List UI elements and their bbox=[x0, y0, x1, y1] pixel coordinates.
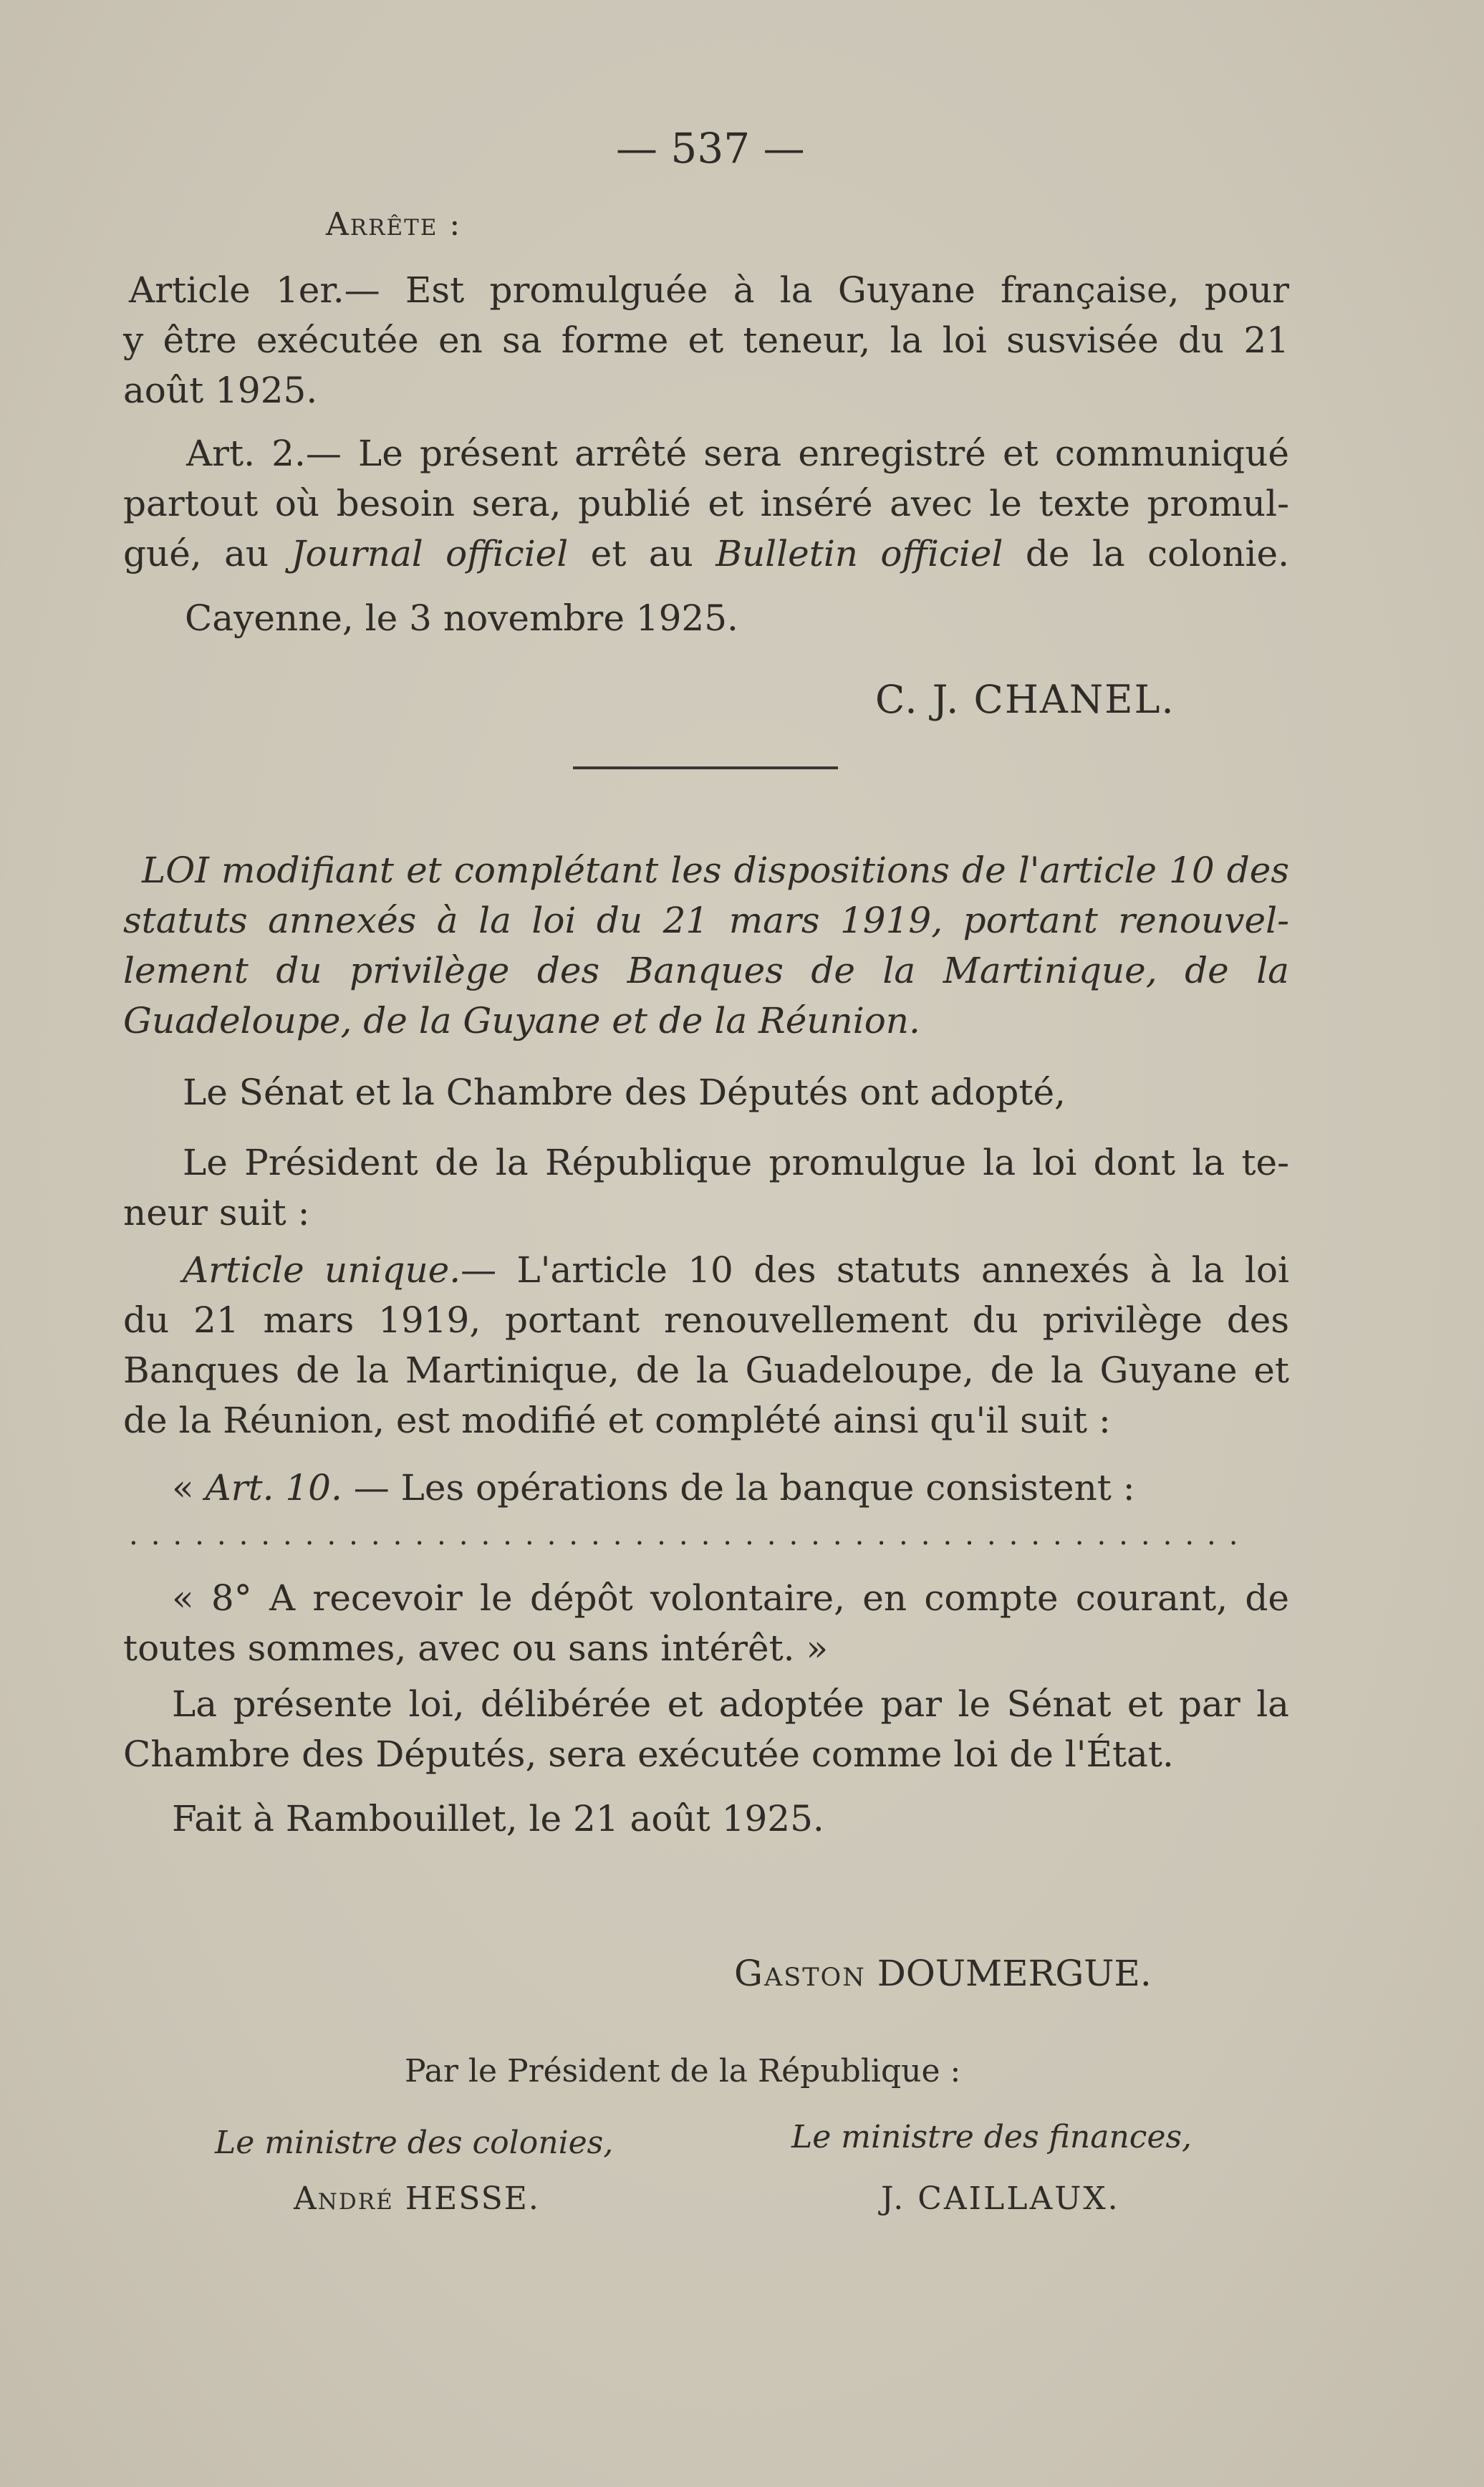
article-2-line bbox=[123, 533, 1290, 574]
text: — Les opérations de la banque consistent : bbox=[342, 1467, 1135, 1509]
item-8-line: toutes sommes, avec ou sans intérêt. » bbox=[123, 1627, 829, 1669]
text: gué, au bbox=[123, 533, 292, 574]
article-2-line: partout où besoin sera, publié et inséré avec le texte promul- bbox=[123, 483, 1289, 524]
article-unique-line bbox=[183, 1249, 1289, 1291]
loi-title-line: statuts annexés à la loi du 21 mars 1919, portant renouvel- bbox=[123, 900, 1289, 941]
signature-chanel: C. J. CHANEL. bbox=[875, 677, 1175, 722]
bulletin-officiel-text: Bulletin officiel bbox=[716, 533, 1003, 574]
arrete-heading: Arrête : bbox=[326, 206, 462, 243]
signature-last-name: DOUMERGUE. bbox=[877, 1953, 1152, 1994]
art-10-line bbox=[172, 1467, 1135, 1509]
presente-line: La présente loi, délibérée et adoptée par le Sénat et par la bbox=[172, 1683, 1289, 1725]
loi-title-line: lement du privilège des Banques de la Martinique, de la bbox=[123, 950, 1289, 991]
minister-finances-title: Le ministre des finances, bbox=[791, 2119, 1192, 2155]
president-line: neur suit : bbox=[123, 1192, 310, 1233]
text: « bbox=[172, 1467, 206, 1509]
text: — L'article 10 des statuts annexés à la loi bbox=[461, 1249, 1289, 1291]
article-unique-line: du 21 mars 1919, portant renouvellement du privilège des bbox=[123, 1299, 1289, 1341]
place-date: Cayenne, le 3 novembre 1925. bbox=[185, 597, 738, 639]
article-1-line: y être exécutée en sa forme et teneur, la loi susvisée du 21 bbox=[123, 319, 1289, 361]
page-number: — 537 — bbox=[616, 124, 805, 173]
minister-colonies-title: Le ministre des colonies, bbox=[215, 2125, 614, 2161]
article-2-line: Art. 2.— Le présent arrêté sera enregistré et communiqué bbox=[186, 433, 1289, 474]
signature-doumergue bbox=[734, 1953, 1152, 1994]
separator-rule bbox=[573, 766, 838, 769]
ellipsis-dots: ................................................... bbox=[129, 1519, 1251, 1552]
item-8-line: « 8° A recevoir le dépôt volontaire, en compte courant, de bbox=[172, 1577, 1289, 1619]
adopted-line: Le Sénat et la Chambre des Députés ont adopté, bbox=[183, 1072, 1066, 1113]
article-unique-label: Article unique. bbox=[183, 1249, 461, 1291]
fait-a-line: Fait à Rambouillet, le 21 août 1925. bbox=[172, 1798, 824, 1839]
article-unique-line: de la Réunion, est modifié et complété ainsi qu'il suit : bbox=[123, 1400, 1111, 1441]
loi-title-line: LOI modifiant et complétant les dispositions de l'article 10 des bbox=[142, 850, 1289, 891]
text: et au bbox=[568, 533, 716, 574]
article-unique-line: Banques de la Martinique, de la Guadeloupe, de la Guyane et bbox=[123, 1350, 1289, 1391]
journal-officiel-text: Journal officiel bbox=[291, 533, 569, 574]
article-1-line: août 1925. bbox=[123, 370, 318, 411]
article-1-line: Article 1er.— Est promulguée à la Guyane française, pour bbox=[129, 269, 1289, 311]
signature-first-name: Gaston bbox=[734, 1953, 866, 1994]
art-10-label: Art. 10. bbox=[205, 1467, 342, 1509]
minister-finances-name: J. CAILLAUX. bbox=[881, 2180, 1120, 2217]
loi-title-line: Guadeloupe, de la Guyane et de la Réunion. bbox=[123, 1000, 920, 1042]
presente-line: Chambre des Députés, sera exécutée comme loi de l'État. bbox=[123, 1733, 1174, 1775]
par-le-president: Par le Président de la République : bbox=[405, 2053, 961, 2089]
text: de la colonie. bbox=[1003, 533, 1290, 574]
president-line: Le Président de la République promulgue la loi dont la te- bbox=[183, 1142, 1289, 1183]
minister-colonies-name: André HESSE. bbox=[294, 2180, 540, 2217]
